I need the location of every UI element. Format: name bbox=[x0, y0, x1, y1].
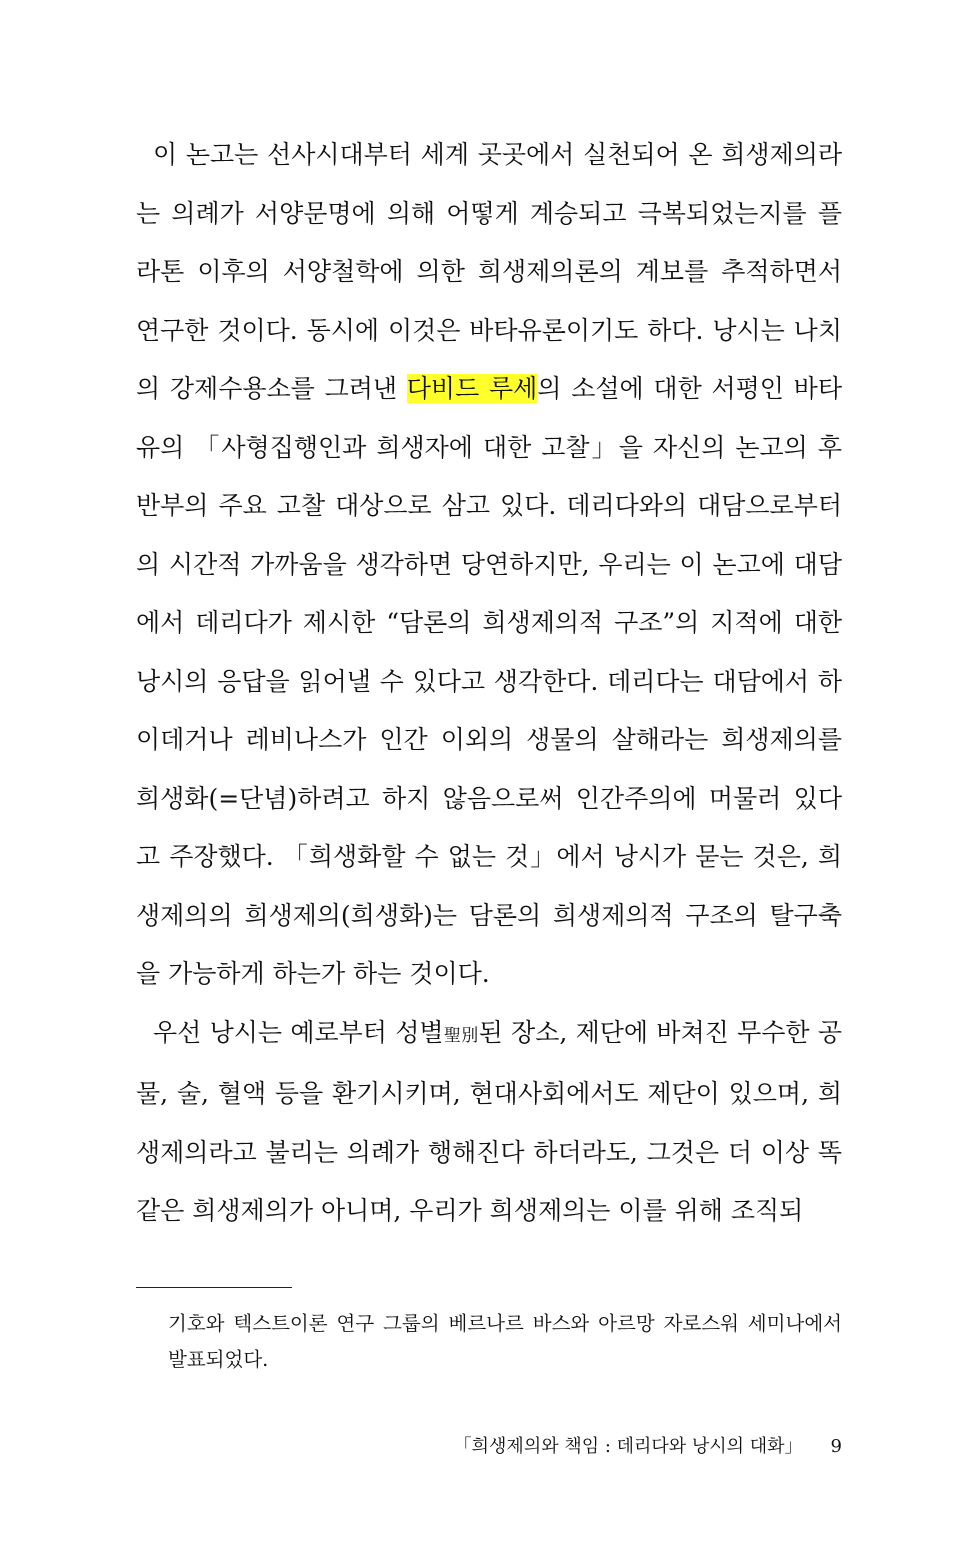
paragraph-1-text-b: 의 소설에 대한 서평인 바타유의 「사형집행인과 희생자에 대한 고찰」을 자신의 논고의 후반부의 주요 고찰 대상으로 삼고 있다. 데리다와의 대담으로부터의 시간적 가까움을 생각하면 당연하지만, 우리는 이 논고에 대담에서 데리다가 제시한 “담론의 희생제의적 구조”의 지적에 대한 낭시의 응답을 읽어낼 수 있다고 생각한다. 데리다는 대담에서 하이데거나 레비나스가 인간 이외의 생물의 살해라는 희생제의를 희생화(=단념)하려고 하지 않음으로써 인간주의에 머물러 있다고 주장했다. 「희생화할 수 없는 것」에서 낭시가 묻는 것은, 희생제의의 희생제의(희생화)는 담론의 희생제의적 구조의 탈구축을 가능하게 하는가 하는 것이다. bbox=[136, 374, 842, 988]
paragraph-1 bbox=[136, 126, 842, 1004]
paragraph-2-text-a: 우선 낭시는 예로부터 성별 bbox=[153, 1017, 444, 1047]
paragraph-2-text-b: 된 장소, 제단에 바쳐진 무수한 공물, 술, 혈액 등을 환기시키며, 현대사회에서도 제단이 있으며, 희생제의라고 불리는 의례가 행해진다 하더라도, 그것은 더 이상 똑같은 희생제의가 아니며, 우리가 희생제의는 이를 위해 조직되 bbox=[136, 1017, 842, 1225]
running-title: 「희생제의와 책임 : 데리다와 낭시의 대화」 bbox=[453, 1436, 803, 1457]
footnote: 기호와 텍스트이론 연구 그룹의 베르나르 바스와 아르망 자로스워 세미나에서 발표되었다. bbox=[168, 1312, 842, 1371]
running-footer bbox=[454, 1432, 842, 1458]
highlighted-name[interactable]: 다비드 루세 bbox=[406, 374, 538, 403]
page-number: 9 bbox=[830, 1436, 842, 1457]
paragraph-2 bbox=[136, 1004, 842, 1241]
body-text bbox=[136, 126, 842, 1241]
hanja-annotation: 聖別 bbox=[443, 1025, 479, 1046]
footnote-divider bbox=[136, 1287, 292, 1288]
paragraph-1-text-a: 이 논고는 선사시대부터 세계 곳곳에서 실천되어 온 희생제의라는 의례가 서양문명에 의해 어떻게 계승되고 극복되었는지를 플라톤 이후의 서양철학에 의한 희생제의론의 계보를 추적하면서 연구한 것이다. 동시에 이것은 바타유론이기도 하다. 낭시는 나치의 강제수용소를 그려낸 bbox=[136, 140, 842, 403]
